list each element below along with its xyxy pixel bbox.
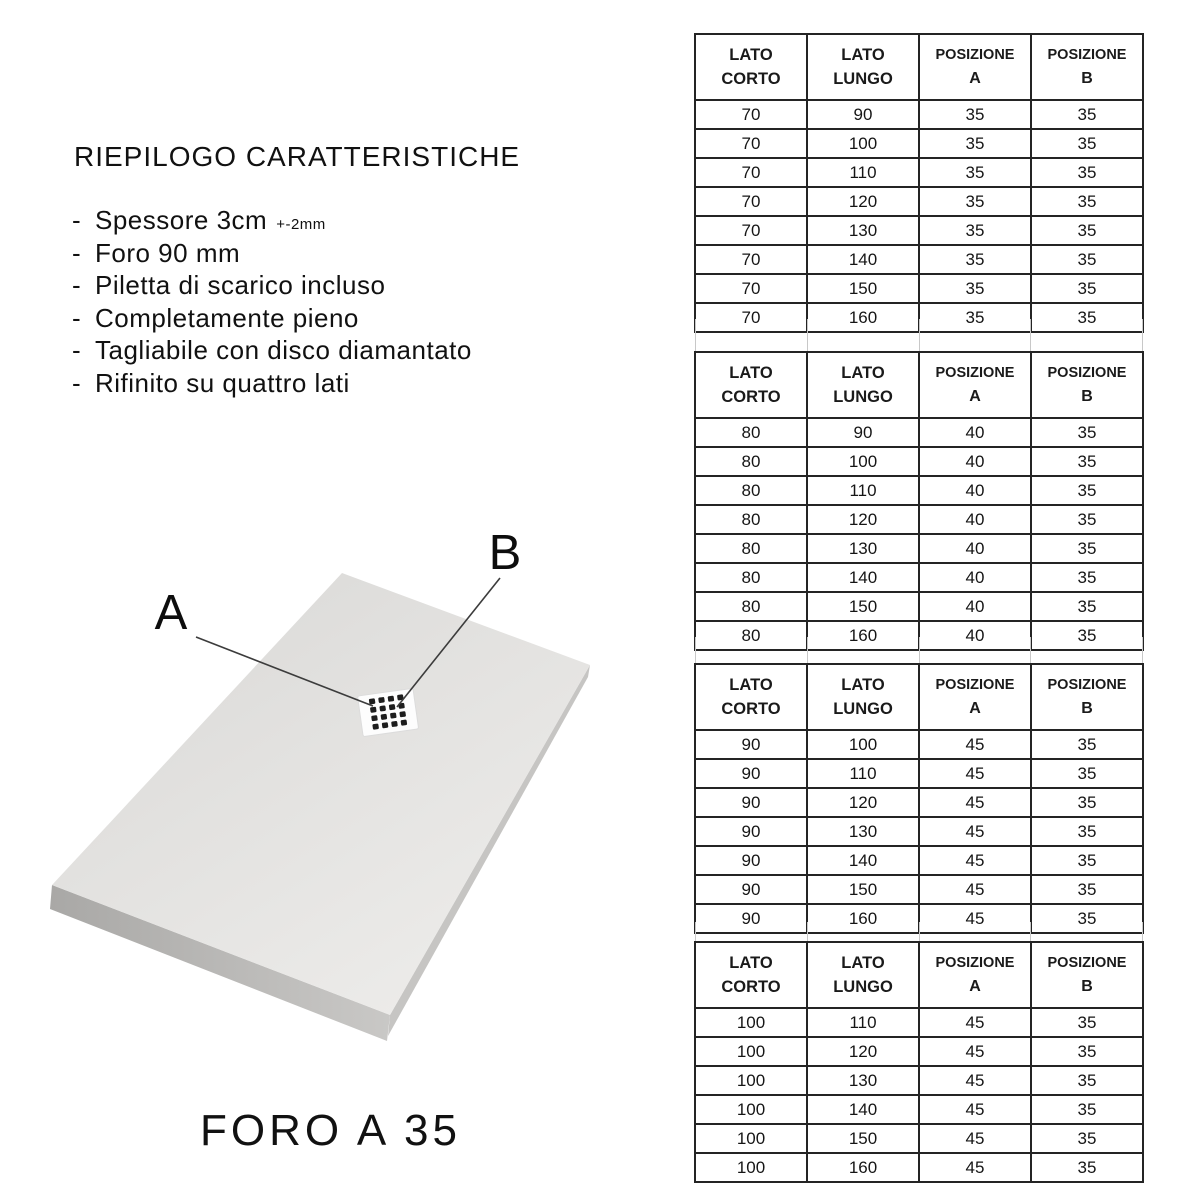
data-cell: 150 <box>807 875 919 904</box>
data-cell: 100 <box>695 1066 807 1095</box>
data-cell: 45 <box>919 875 1031 904</box>
data-cell: 100 <box>807 129 919 158</box>
header-cell: POSIZIONE B <box>1031 34 1143 100</box>
data-cell: 130 <box>807 817 919 846</box>
data-cell: 45 <box>919 1095 1031 1124</box>
data-cell: 70 <box>695 158 807 187</box>
size-table-2 <box>694 351 1144 651</box>
table-row <box>695 1153 1143 1182</box>
table-row <box>695 187 1143 216</box>
foro-caption: FORO A 35 <box>200 1106 461 1155</box>
feature-item <box>72 368 472 401</box>
table-row <box>695 100 1143 129</box>
data-cell: 120 <box>807 187 919 216</box>
data-cell: 45 <box>919 1153 1031 1182</box>
data-cell: 120 <box>807 505 919 534</box>
data-cell: 35 <box>1031 303 1143 332</box>
feature-item <box>72 270 472 303</box>
data-cell: 100 <box>695 1037 807 1066</box>
data-cell: 70 <box>695 129 807 158</box>
data-cell: 130 <box>807 534 919 563</box>
data-cell: 45 <box>919 788 1031 817</box>
table-spacer <box>695 922 1143 941</box>
table-row <box>695 129 1143 158</box>
data-cell: 80 <box>695 621 807 650</box>
data-cell: 35 <box>1031 592 1143 621</box>
header-cell: LATO LUNGO <box>807 942 919 1008</box>
table-row <box>695 1124 1143 1153</box>
data-cell: 35 <box>1031 100 1143 129</box>
data-cell: 40 <box>919 621 1031 650</box>
data-cell: 160 <box>807 621 919 650</box>
header-cell: POSIZIONE B <box>1031 942 1143 1008</box>
data-cell: 90 <box>695 875 807 904</box>
header-cell: LATO CORTO <box>695 352 807 418</box>
data-cell: 110 <box>807 1008 919 1037</box>
data-cell: 70 <box>695 245 807 274</box>
table-row <box>695 1095 1143 1124</box>
data-cell: 35 <box>1031 621 1143 650</box>
data-cell: 35 <box>919 158 1031 187</box>
data-cell: 45 <box>919 1037 1031 1066</box>
table-row <box>695 730 1143 759</box>
table-row <box>695 563 1143 592</box>
feature-item <box>72 335 472 368</box>
table-row <box>695 245 1143 274</box>
data-cell: 35 <box>1031 158 1143 187</box>
data-cell: 70 <box>695 303 807 332</box>
header-cell: POSIZIONE A <box>919 34 1031 100</box>
data-cell: 40 <box>919 476 1031 505</box>
data-cell: 35 <box>1031 447 1143 476</box>
feature-suffix: +-2mm <box>276 216 326 233</box>
bullet-dash: - <box>72 205 82 235</box>
data-cell: 140 <box>807 245 919 274</box>
data-cell: 90 <box>695 904 807 933</box>
bullet-dash: - <box>72 302 82 333</box>
bullet-dash: - <box>72 367 82 398</box>
data-cell: 100 <box>807 730 919 759</box>
bullet-dash: - <box>72 335 82 365</box>
header-cell: LATO CORTO <box>695 664 807 730</box>
data-cell: 140 <box>807 846 919 875</box>
data-cell: 45 <box>919 846 1031 875</box>
data-cell: 35 <box>1031 534 1143 563</box>
data-cell: 140 <box>807 563 919 592</box>
data-cell: 35 <box>1031 274 1143 303</box>
data-cell: 80 <box>695 418 807 447</box>
data-cell: 35 <box>1031 216 1143 245</box>
data-cell: 100 <box>695 1008 807 1037</box>
data-cell: 90 <box>695 730 807 759</box>
table-spacer <box>695 319 1143 351</box>
data-cell: 110 <box>807 158 919 187</box>
data-cell: 45 <box>919 1066 1031 1095</box>
data-cell: 160 <box>807 1153 919 1182</box>
table-row <box>695 418 1143 447</box>
data-cell: 100 <box>695 1124 807 1153</box>
header-cell: LATO CORTO <box>695 942 807 1008</box>
data-cell: 70 <box>695 187 807 216</box>
shower-tray-illustration <box>0 520 700 1060</box>
table-row <box>695 476 1143 505</box>
feature-text: Tagliabile con disco diamantato <box>95 335 472 365</box>
drain-grate <box>357 688 418 736</box>
data-cell: 35 <box>1031 505 1143 534</box>
data-cell: 160 <box>807 904 919 933</box>
data-cell: 120 <box>807 1037 919 1066</box>
data-cell: 90 <box>695 817 807 846</box>
data-cell: 35 <box>1031 759 1143 788</box>
data-cell: 35 <box>1031 563 1143 592</box>
table-row <box>695 447 1143 476</box>
data-cell: 40 <box>919 563 1031 592</box>
data-cell: 40 <box>919 505 1031 534</box>
header-cell: POSIZIONE B <box>1031 352 1143 418</box>
data-cell: 40 <box>919 418 1031 447</box>
data-cell: 35 <box>1031 129 1143 158</box>
data-cell: 45 <box>919 904 1031 933</box>
data-cell: 150 <box>807 1124 919 1153</box>
table-row <box>695 534 1143 563</box>
feature-text: Piletta di scarico incluso <box>95 270 386 300</box>
data-cell: 80 <box>695 592 807 621</box>
data-cell: 100 <box>807 447 919 476</box>
data-cell: 80 <box>695 563 807 592</box>
page-title: RIEPILOGO CARATTERISTICHE <box>74 141 521 172</box>
data-cell: 35 <box>1031 788 1143 817</box>
data-cell: 35 <box>919 216 1031 245</box>
feature-list <box>72 205 472 400</box>
data-cell: 40 <box>919 447 1031 476</box>
size-table-3 <box>694 663 1144 934</box>
data-cell: 35 <box>1031 1095 1143 1124</box>
data-cell: 35 <box>919 245 1031 274</box>
table-row <box>695 1008 1143 1037</box>
data-cell: 35 <box>1031 875 1143 904</box>
bullet-dash: - <box>72 270 82 300</box>
data-cell: 35 <box>1031 187 1143 216</box>
data-cell: 90 <box>695 846 807 875</box>
data-cell: 45 <box>919 817 1031 846</box>
data-cell: 100 <box>695 1095 807 1124</box>
size-table-4 <box>694 941 1144 1183</box>
data-cell: 130 <box>807 1066 919 1095</box>
data-cell: 35 <box>1031 418 1143 447</box>
data-cell: 35 <box>1031 1153 1143 1182</box>
data-cell: 100 <box>695 1153 807 1182</box>
table-row <box>695 158 1143 187</box>
data-cell: 40 <box>919 534 1031 563</box>
table-row <box>695 846 1143 875</box>
data-cell: 90 <box>807 100 919 129</box>
feature-text: Rifinito su quattro lati <box>95 367 350 398</box>
data-cell: 35 <box>1031 1124 1143 1153</box>
data-cell: 35 <box>1031 846 1143 875</box>
data-cell: 90 <box>695 759 807 788</box>
data-cell: 35 <box>1031 817 1143 846</box>
data-cell: 35 <box>1031 1066 1143 1095</box>
data-cell: 35 <box>919 274 1031 303</box>
data-cell: 110 <box>807 759 919 788</box>
label-b: B <box>488 526 522 580</box>
data-cell: 35 <box>919 129 1031 158</box>
header-cell: POSIZIONE A <box>919 664 1031 730</box>
data-cell: 70 <box>695 216 807 245</box>
table-row <box>695 875 1143 904</box>
header-cell: POSIZIONE A <box>919 352 1031 418</box>
data-cell: 150 <box>807 274 919 303</box>
data-cell: 35 <box>1031 1008 1143 1037</box>
table-row <box>695 274 1143 303</box>
feature-text: Completamente pieno <box>95 302 359 333</box>
table-row <box>695 759 1143 788</box>
table-row <box>695 592 1143 621</box>
data-cell: 80 <box>695 505 807 534</box>
table-row <box>695 1066 1143 1095</box>
data-cell: 35 <box>1031 904 1143 933</box>
data-cell: 35 <box>1031 1037 1143 1066</box>
table-row <box>695 817 1143 846</box>
header-cell: LATO LUNGO <box>807 664 919 730</box>
header-cell: POSIZIONE A <box>919 942 1031 1008</box>
data-cell: 90 <box>695 788 807 817</box>
header-cell: LATO LUNGO <box>807 34 919 100</box>
data-cell: 110 <box>807 476 919 505</box>
data-cell: 160 <box>807 303 919 332</box>
data-cell: 80 <box>695 476 807 505</box>
label-a: A <box>154 586 188 640</box>
data-cell: 45 <box>919 1124 1031 1153</box>
table-row <box>695 1037 1143 1066</box>
bullet-dash: - <box>72 237 82 268</box>
table-row <box>695 505 1143 534</box>
header-cell: LATO CORTO <box>695 34 807 100</box>
data-cell: 35 <box>919 187 1031 216</box>
data-cell: 80 <box>695 447 807 476</box>
feature-item <box>72 205 472 238</box>
feature-item <box>72 238 472 271</box>
feature-item <box>72 303 472 336</box>
data-cell: 90 <box>807 418 919 447</box>
table-row <box>695 216 1143 245</box>
data-cell: 45 <box>919 759 1031 788</box>
header-cell: POSIZIONE B <box>1031 664 1143 730</box>
data-cell: 80 <box>695 534 807 563</box>
size-table-1 <box>694 33 1144 333</box>
data-cell: 35 <box>919 303 1031 332</box>
data-cell: 140 <box>807 1095 919 1124</box>
data-cell: 130 <box>807 216 919 245</box>
data-cell: 35 <box>1031 476 1143 505</box>
data-cell: 120 <box>807 788 919 817</box>
data-cell: 35 <box>1031 730 1143 759</box>
data-cell: 35 <box>919 100 1031 129</box>
header-cell: LATO LUNGO <box>807 352 919 418</box>
feature-text: Spessore 3cm <box>95 205 268 235</box>
table-row <box>695 788 1143 817</box>
tray-top-face <box>52 573 590 1015</box>
data-cell: 40 <box>919 592 1031 621</box>
data-cell: 35 <box>1031 245 1143 274</box>
data-cell: 70 <box>695 100 807 129</box>
data-cell: 45 <box>919 1008 1031 1037</box>
data-cell: 45 <box>919 730 1031 759</box>
data-cell: 150 <box>807 592 919 621</box>
table-spacer <box>695 637 1143 663</box>
feature-text: Foro 90 mm <box>95 237 241 268</box>
data-cell: 70 <box>695 274 807 303</box>
